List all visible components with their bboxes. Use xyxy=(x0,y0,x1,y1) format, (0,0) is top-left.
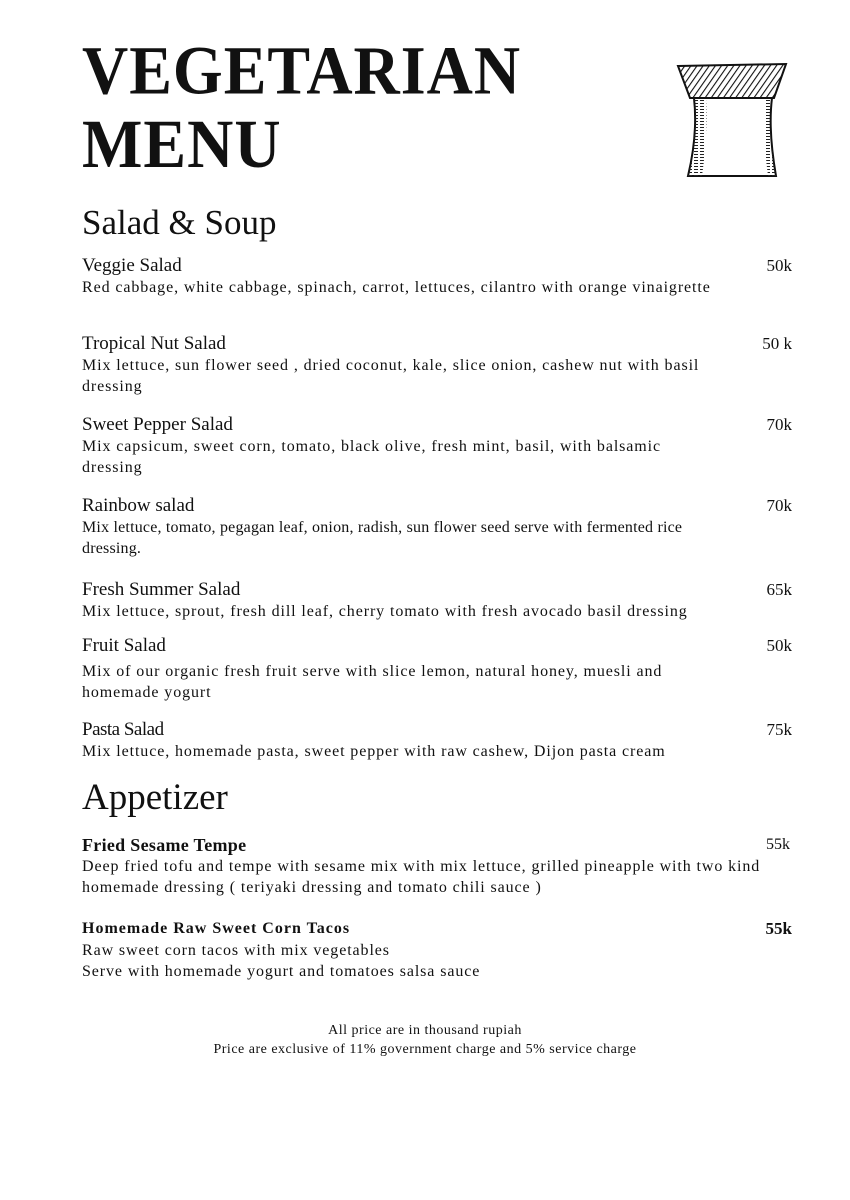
menu-item-fresh-summer-salad xyxy=(82,579,792,622)
menu-item-fried-sesame-tempe xyxy=(82,834,790,898)
item-name: Sweet Pepper Salad xyxy=(82,414,233,435)
item-description: Mix lettuce, sprout, fresh dill leaf, cherry tomato with fresh avocado basil dressing xyxy=(82,603,688,620)
item-price: 75k xyxy=(766,720,792,739)
item-description: Mix capsicum, sweet corn, tomato, black olive, fresh mint, basil, with balsamic dressing xyxy=(82,438,661,476)
section-title-salad-soup: Salad & Soup xyxy=(82,203,277,242)
menu-title-line2: MENU xyxy=(82,105,282,182)
section-title-appetizer: Appetizer xyxy=(82,777,228,818)
item-description: Mix lettuce, tomato, pegagan leaf, onion, radish, sun flower seed serve with fermented rice dressing. xyxy=(82,519,683,557)
item-name: Fresh Summer Salad xyxy=(82,579,241,600)
item-description: Mix lettuce, homemade pasta, sweet pepper with raw cashew, Dijon pasta cream xyxy=(82,743,666,760)
menu-title xyxy=(82,31,522,182)
item-name: Tropical Nut Salad xyxy=(82,333,226,354)
item-description: Deep fried tofu and tempe with sesame mix with mix lettuce, grilled pineapple with two kind homemade dressing ( teriyaki dressing and tomato chili sauce ) xyxy=(82,858,761,896)
item-price: 65k xyxy=(766,580,792,599)
item-description: Red cabbage, white cabbage, spinach, carrot, lettuces, cilantro with orange vinaigrette xyxy=(82,279,711,296)
menu-item-tropical-nut-salad xyxy=(82,333,792,397)
menu-title-line1: VEGETARIAN xyxy=(82,31,522,109)
item-name: Pasta Salad xyxy=(82,719,164,740)
menu-item-fruit-salad xyxy=(82,635,792,703)
menu-item-raw-sweet-corn-tacos xyxy=(82,918,792,982)
item-price: 70k xyxy=(766,496,792,515)
menu-item-pasta-salad xyxy=(82,719,792,762)
item-description-line1: Raw sweet corn tacos with mix vegetables xyxy=(82,942,390,959)
menu-item-sweet-pepper-salad xyxy=(82,414,792,478)
item-name: Fried Sesame Tempe xyxy=(82,835,247,855)
item-name: Homemade Raw Sweet Corn Tacos xyxy=(82,920,351,937)
item-description: Mix lettuce, sun flower seed , dried coconut, kale, slice onion, cashew nut with basil dressing xyxy=(82,357,700,395)
item-name: Fruit Salad xyxy=(82,635,166,656)
item-price: 55k xyxy=(765,919,792,938)
item-price: 50k xyxy=(766,256,792,275)
price-note-line2: Price are exclusive of 11% government charge and 5% service charge xyxy=(213,1042,637,1057)
item-description: Mix of our organic fresh fruit serve with slice lemon, natural honey, muesli and homemade yogurt xyxy=(82,663,663,701)
price-note-line1: All price are in thousand rupiah xyxy=(328,1023,522,1038)
item-name: Rainbow salad xyxy=(82,495,195,516)
item-price: 70k xyxy=(766,415,792,434)
item-price: 50 k xyxy=(762,334,792,353)
item-price: 55k xyxy=(766,836,790,853)
menu-item-veggie-salad xyxy=(82,255,792,298)
basket-icon xyxy=(676,60,788,182)
item-price: 50k xyxy=(766,636,792,655)
price-note xyxy=(0,1021,850,1059)
item-name: Veggie Salad xyxy=(82,255,182,276)
menu-item-rainbow-salad xyxy=(82,495,792,559)
item-description-line2: Serve with homemade yogurt and tomatoes salsa sauce xyxy=(82,963,481,980)
